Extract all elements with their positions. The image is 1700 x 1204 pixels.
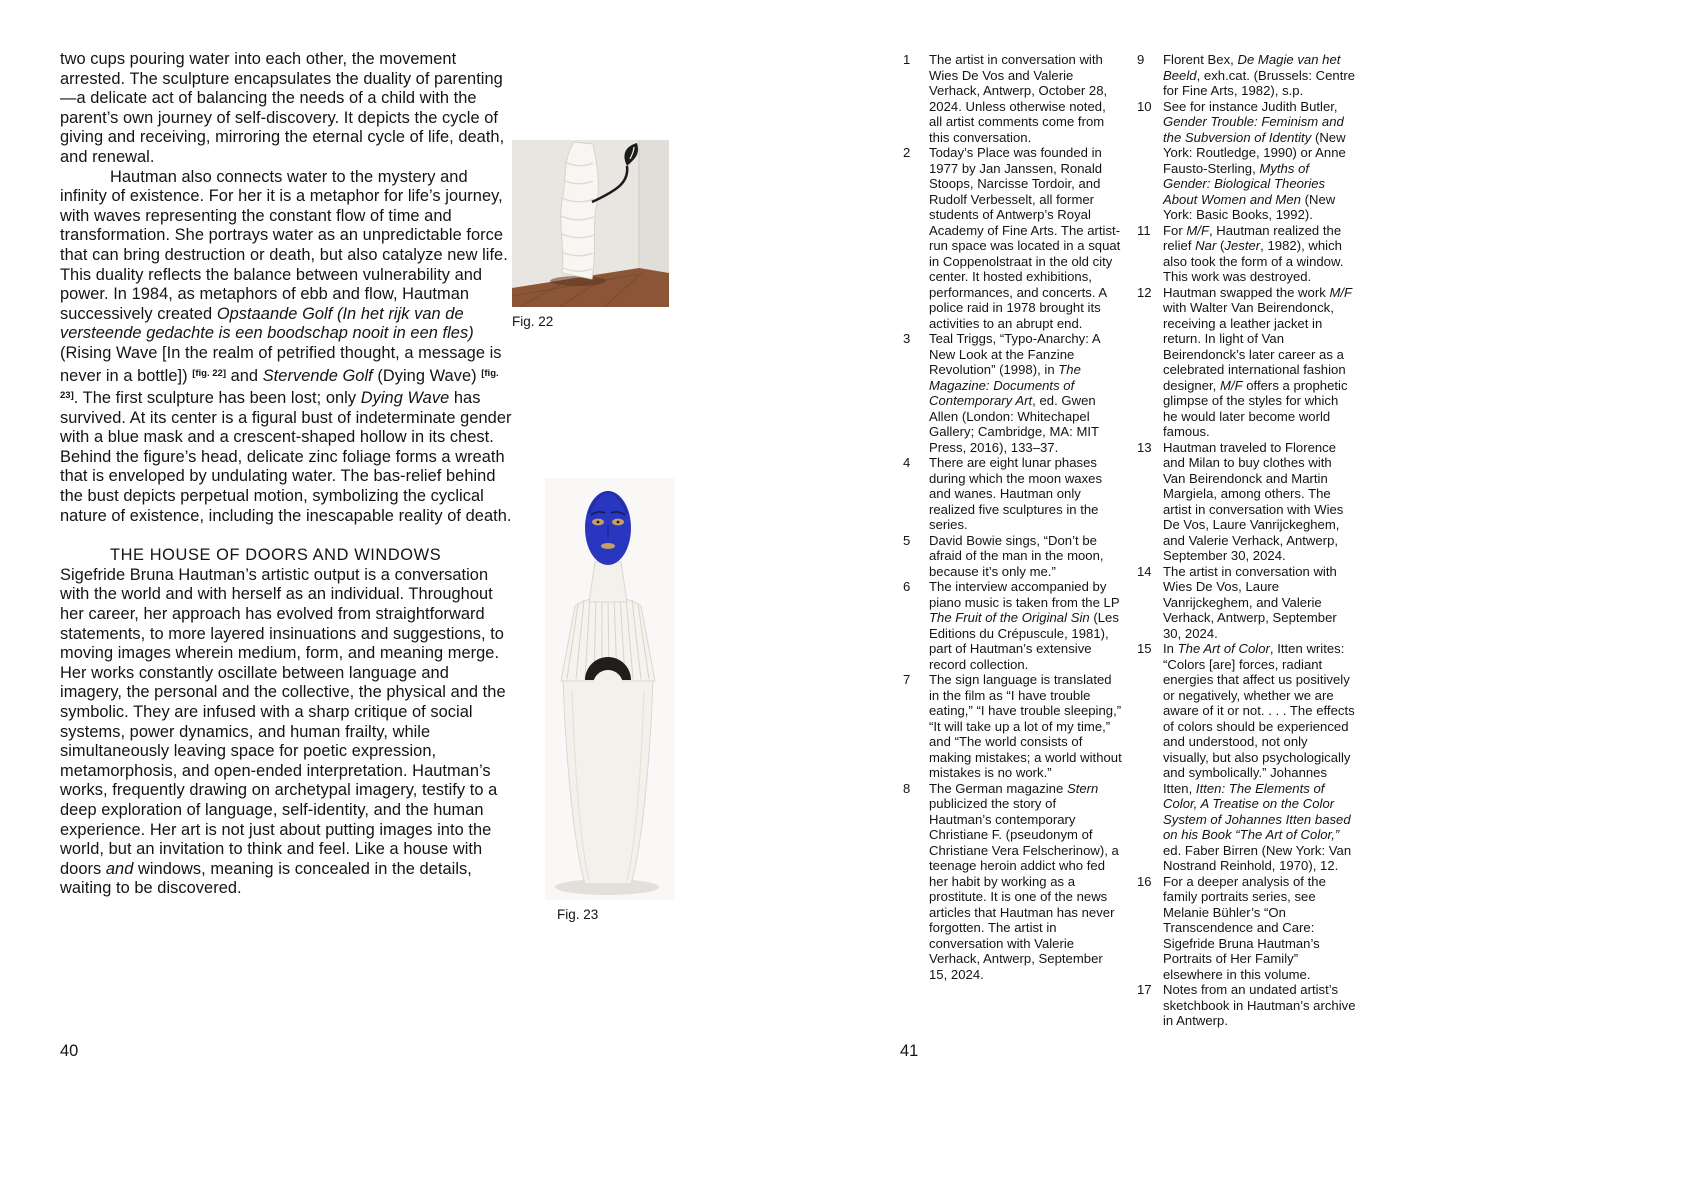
text-run: M/F <box>1219 377 1243 393</box>
endnote-number: 1 <box>903 52 911 67</box>
endnote-number: 13 <box>1137 439 1152 455</box>
endnote-text <box>1163 285 1356 440</box>
endnote <box>903 52 1122 145</box>
endnote-text <box>1163 52 1356 99</box>
endnote-number: 8 <box>903 780 911 796</box>
endnote <box>1137 99 1356 223</box>
text-run: ( <box>1216 238 1225 253</box>
text-run: Hautman also connects water to the mystery and infinity of existence. For her it is a metaphor for life’s journey, with waves representing the constant flow of time and transformation. She portrays water as an unpredictable force that can bring destruction or death, but also catalyze new life. This duality reflects the balance between vulnerability and power. In 1984, as metaphors of ebb and flow, Hautman successively created <box>60 167 508 323</box>
endnote-text <box>1163 982 1356 1029</box>
text-run: Myths of Gender: Biological Theories About Women and Men <box>1163 160 1326 207</box>
fig23-caption: Fig. 23 <box>557 907 599 922</box>
text-run: , Itten writes: “Colors [are] forces, radiant energies that affect us positively or negatively, whether we are aware of it or not. . . . The effects of colors should be experienced and understood, not only visually, but also psychologically and symbolically.” Johannes Itten, <box>1163 641 1355 796</box>
text-run: (Rising Wave [In the realm of petrified thought, a message is never in a bottle]) <box>60 343 502 385</box>
text-run: The Art of Color <box>1177 641 1270 656</box>
endnote-number: 7 <box>903 672 911 687</box>
text-run: Sigefride Bruna Hautman’s artistic output is a conversation with the world and with herself as an individual. Throughout her career, her approach has evolved from straightforward statements, to more layered insinuations and suggestions, to moving images wherein medium, form, and meaning merge. Her works constantly oscillate between language and imagery, the personal and the collective, the physical and the symbolic. They are infused with a sharp critique of social systems, power dynamics, and human frailty, while simultaneously leaving space for poetic expression, metamorphosis, and open-ended interpretation. Hautman’s works, frequently drawing on archetypal imagery, testify to a deep exploration of language, self-identity, and the human experience. Her art is not just about putting images into the world, but an invitation to think and feel. Like a house with doors <box>60 565 506 878</box>
text-run: The interview accompanied by piano music is taken from the LP <box>929 579 1120 610</box>
text-run: Teal Triggs, “Typo-Anarchy: A New Look at the Fanzine Revolution” (1998), in <box>929 331 1100 377</box>
text-run: Hautman swapped the work <box>1163 284 1330 300</box>
endnote-number: 12 <box>1137 284 1152 300</box>
endnote <box>1137 874 1356 983</box>
text-run: has survived. At its center is a figural bust of indeterminate gender with a blue mask and a crescent-shaped hollow in its chest. Behind the figure’s head, delicate zinc foliage forms a wreath that is enveloped by undulating water. The bas-relief behind the bust depicts perpetual motion, symbolizing the cyclical nature of existence, including the inescapable reality of death. <box>60 389 512 525</box>
text-run: Stern <box>1066 780 1099 796</box>
endnote <box>903 579 1122 672</box>
endnotes-column-2 <box>1137 52 1356 1029</box>
text-run: The German magazine <box>929 780 1067 796</box>
text-run: Nar <box>1195 238 1217 253</box>
endnote <box>1137 285 1356 440</box>
text-run: and <box>225 366 263 385</box>
figure-reference: [fig. 22] <box>192 367 226 379</box>
fig22-caption: Fig. 22 <box>512 314 554 329</box>
text-run: Notes from an undated artist’s sketchbook in Hautman’s archive in Antwerp. <box>1163 982 1356 1028</box>
text-run: M/F <box>1186 222 1209 238</box>
text-run: windows, meaning is concealed in the details, waiting to be discovered. <box>60 859 472 898</box>
text-run: Jester <box>1224 238 1261 253</box>
endnote <box>903 781 1122 983</box>
text-run: ed. Faber Birren (New York: Van Nostrand Reinhold, 1970), 12. <box>1163 842 1352 873</box>
text-run: Today’s Place was founded in 1977 by Jan Janssen, Ronald Stoops, Narcisse Tordoir, and Rudolf Verbesselt, all former students of Antwerp’s Royal Academy of Fine Arts. The artist-run space was located in a squat in Coppenolstraat in the old city center. It hosted exhibitions, performances, and concerts. A police raid in 1978 brought its activities to an abrupt end. <box>929 145 1121 331</box>
text-run: David Bowie sings, “Don’t be afraid of the man in the moon, because it’s only me.” <box>929 532 1104 579</box>
endnote-number: 10 <box>1137 98 1152 114</box>
text-run: In <box>1163 641 1178 656</box>
text-run: two cups pouring water into each other, the movement arrested. The sculpture encapsulates the duality of parenting—a delicate act of balancing the needs of a child with the parent’s own journey of self-discovery. It depicts the cycle of giving and receiving, mirroring the eternal cycle of life, death, and renewal. <box>60 50 505 166</box>
endnote <box>1137 641 1356 874</box>
endnote <box>903 672 1122 781</box>
endnote-number: 11 <box>1137 222 1151 238</box>
endnote-text <box>1163 440 1356 564</box>
endnote <box>1137 982 1356 1029</box>
endnote-text <box>929 781 1122 983</box>
endnote-text <box>929 672 1122 781</box>
text-run: publicized the story of Hautman’s contemporary Christiane F. (pseudonym of Christiane Vera Felscherinow), a teenage heroin addict who fed her habit by working as a prostitute. It is one of the news articles that Hautman has never forgotten. The artist in conversation with Valerie Verhack, Antwerp, September 15, 2024. <box>929 796 1119 982</box>
text-run: The artist in conversation with Wies De Vos and Valerie Verhack, Antwerp, October 28, 2024. Unless otherwise noted, all artist comments come from this conversation. <box>929 52 1108 145</box>
endnotes-column-1 <box>903 52 1122 982</box>
text-run: The artist in conversation with Wies De Vos, Laure Vanrijckeghem, and Valerie Verhack, Antwerp, September 30, 2024. <box>1163 563 1337 641</box>
text-run: There are eight lunar phases during which the moon waxes and wanes. Hautman only realized five sculptures in the series. <box>929 455 1103 532</box>
figure-22 <box>512 140 669 329</box>
endnote-number: 3 <box>903 331 911 346</box>
endnote-number: 14 <box>1137 563 1152 579</box>
page-number-left: 40 <box>60 1042 79 1060</box>
left-text-column <box>60 50 512 899</box>
endnote-number: 4 <box>903 455 911 470</box>
endnote <box>1137 52 1356 99</box>
text-run: Florent Bex, <box>1163 52 1238 67</box>
endnote-text <box>929 331 1122 455</box>
endnote-number: 2 <box>903 145 911 160</box>
section-heading <box>60 546 512 566</box>
text-run: See for instance Judith Butler, <box>1163 98 1338 114</box>
endnote <box>903 455 1122 533</box>
text-run: (Dying Wave) <box>372 366 482 385</box>
endnote-text <box>1163 99 1356 223</box>
endnote-text <box>929 579 1122 672</box>
text-run: (New York: Basic Books, 1992). <box>1163 191 1336 222</box>
endnote <box>903 331 1122 455</box>
text-run: Hautman traveled to Florence and Milan to buy clothes with Van Beirendonck and Martin Margiela, among others. The artist in conversation with Wies De Vos, Laure Vanrijckeghem, and Valerie Verhack, Antwerp, September 30, 2024. <box>1163 439 1344 563</box>
text-run: The sign language is translated in the film as “I have trouble eating,” “I have trouble sleeping,” “It will take up a lot of my time,” and “The world consists of making mistakes; a world without mistakes is no work.” <box>929 672 1122 780</box>
fig23-sculpture-image <box>545 478 675 900</box>
text-run: Opstaande Golf (In het rijk van de versteende gedachte is een boodschap nooit in een fles) <box>60 304 474 343</box>
text-run: Dying Wave <box>360 389 450 408</box>
endnote <box>903 145 1122 331</box>
paragraph <box>60 168 512 527</box>
text-run: The Magazine: Documents of Contemporary Art <box>929 362 1081 408</box>
endnote-text <box>929 52 1122 145</box>
text-run: The Fruit of the Original Sin <box>929 610 1090 625</box>
endnote <box>1137 564 1356 642</box>
text-run: offers a prophetic glimpse of the styles for which he would later become world famous. <box>1163 377 1348 439</box>
endnote-number: 17 <box>1137 982 1152 997</box>
figure-reference: [fig. 23] <box>60 367 499 402</box>
text-run: and <box>105 859 134 878</box>
text-run: , exh.cat. (Brussels: Centre for Fine Arts, 1982), s.p. <box>1163 67 1356 98</box>
text-run: For <box>1163 222 1187 238</box>
endnote <box>903 533 1122 580</box>
paragraph <box>60 50 512 168</box>
endnote-number: 9 <box>1137 52 1145 67</box>
endnote-number: 6 <box>903 579 911 594</box>
text-run: . The first sculpture has been lost; only <box>73 389 361 408</box>
endnote-number: 5 <box>903 532 911 548</box>
text-run: De Magie van het Beeld <box>1163 52 1341 83</box>
endnote-text <box>929 455 1122 533</box>
endnote-text <box>929 145 1122 331</box>
text-run: , Hautman realized the relief <box>1163 222 1342 253</box>
text-run: Gender Trouble: Feminism and the Subversion of Identity <box>1163 114 1344 145</box>
text-run: , ed. Gwen Allen (London: Whitechapel Gallery; Cambridge, MA: MIT Press, 2016), 133–37. <box>929 393 1099 455</box>
text-run: For a deeper analysis of the family portraits series, see Melanie Bühler’s “On Transcendence and Care: Sigefride Bruna Hautman’s Portraits of Her Family” elsewhere in this volume. <box>1163 873 1326 982</box>
text-run: Itten: The Elements of Color, A Treatise on the Color System of Johannes Itten based on his Book “The Art of Color,” <box>1163 780 1351 842</box>
endnote-text <box>1163 223 1356 285</box>
text-run: Stervende Golf <box>262 366 373 385</box>
endnote-text <box>1163 874 1356 983</box>
endnote <box>1137 223 1356 285</box>
endnote-number: 15 <box>1137 641 1152 656</box>
endnote-text <box>1163 641 1356 874</box>
text-run: (New York: Routledge, 1990) or Anne Fausto-Sterling, <box>1163 129 1346 176</box>
endnote-number: 16 <box>1137 873 1152 889</box>
fig22-sculpture-image <box>512 140 669 307</box>
text-run: M/F <box>1329 284 1353 300</box>
figure-23 <box>545 478 675 922</box>
endnote <box>1137 440 1356 564</box>
endnote-text <box>1163 564 1356 642</box>
text-run: with Walter Van Beirendonck, receiving a leather jacket in return. In light of Van Beirendonck’s later career as a celebrated international fashion designer, <box>1163 300 1346 393</box>
paragraph <box>60 566 512 899</box>
page-number-right: 41 <box>900 1042 919 1060</box>
text-run: , 1982), which also took the form of a window. This work was destroyed. <box>1163 238 1344 284</box>
text-run: (Les Editions du Crépuscule, 1981), part of Hautman’s extensive record collection. <box>929 610 1119 672</box>
text-run: THE HOUSE OF DOORS AND WINDOWS <box>110 546 442 565</box>
endnote-text <box>929 533 1122 580</box>
